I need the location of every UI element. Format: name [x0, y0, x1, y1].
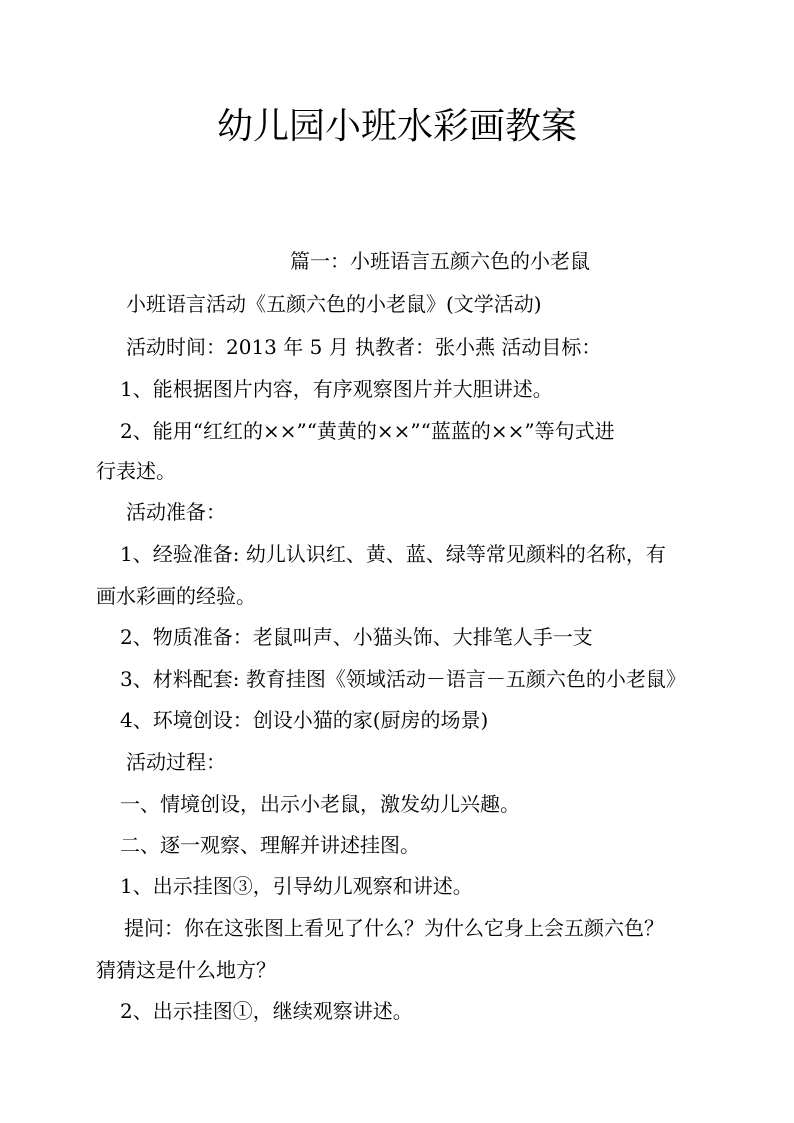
paragraph-line: 1、出示挂图③，引导幼儿观察和讲述。 [120, 874, 473, 898]
paragraph-line: 1、经验准备: 幼儿认识红、黄、蓝、绿等常见颜料的名称，有 [120, 542, 666, 566]
paragraph-line: 画水彩画的经验。 [96, 584, 256, 608]
paragraph-line: 一、情境创设，出示小老鼠，激发幼儿兴趣。 [120, 792, 520, 816]
paragraph-line: 2、能用“红红的××”“黄黄的××”“蓝蓝的××”等句式进 [120, 419, 615, 443]
section-heading: 活动过程： [126, 750, 226, 774]
paragraph-line: 行表述。 [96, 459, 176, 483]
document-title: 幼儿园小班水彩画教案 [216, 106, 577, 147]
paragraph-line: 二、逐一观察、理解并讲述挂图。 [120, 833, 420, 857]
section-heading: 活动准备： [126, 500, 226, 524]
paragraph-line: 提问：你在这张图上看见了什么？为什么它身上会五颜六色？ [124, 916, 664, 940]
subtitle: 篇一：小班语言五颜六色的小老鼠 [290, 249, 590, 273]
paragraph-line: 3、材料配套: 教育挂图《领域活动－语言－五颜六色的小老鼠》 [120, 667, 686, 691]
paragraph-line: 小班语言活动《五颜六色的小老鼠》(文学活动) [126, 292, 542, 316]
paragraph-line: 猜猜这是什么地方？ [96, 958, 276, 982]
paragraph-line: 2、物质准备：老鼠叫声、小猫头饰、大排笔人手一支 [120, 625, 593, 649]
paragraph-line: 活动时间：2013 年 5 月 执教者：张小燕 活动目标： [126, 335, 602, 359]
paragraph-line: 2、出示挂图①，继续观察讲述。 [120, 999, 413, 1023]
paragraph-line: 4、环境创设：创设小猫的家(厨房的场景) [120, 708, 489, 732]
paragraph-line: 1、能根据图片内容，有序观察图片并大胆讲述。 [120, 377, 553, 401]
